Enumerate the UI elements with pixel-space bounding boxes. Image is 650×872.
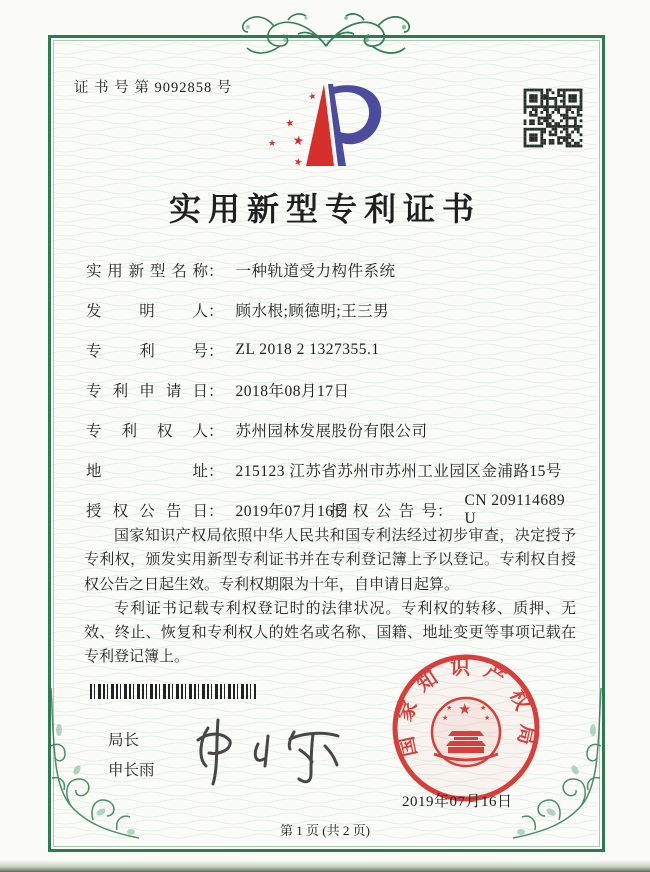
field-value: 2018年08月17日 xyxy=(235,383,350,400)
field-row-name xyxy=(86,250,578,290)
field-colon: ： xyxy=(208,463,224,480)
field-label: 实用新型名称 xyxy=(86,263,208,280)
field-row-inventors xyxy=(86,290,578,330)
page-number: 第 1 页 (共 2 页) xyxy=(280,823,370,838)
logo-star-icon: ★ xyxy=(284,117,296,130)
grant-number-value: CN 209114689 U xyxy=(464,492,566,527)
field-label: 专利申请日 xyxy=(86,383,208,400)
logo-star-icon: ★ xyxy=(292,156,304,170)
cnipa-patent-logo-icon xyxy=(266,80,398,170)
signature-handwriting xyxy=(178,708,353,796)
field-colon: ： xyxy=(208,423,224,440)
field-value: 顾水根;顾德明;王三男 xyxy=(235,303,390,320)
field-colon: ： xyxy=(437,503,453,520)
cnipa-official-seal xyxy=(388,650,544,806)
logo-star-icon: ★ xyxy=(291,133,306,150)
emblem-star-icon: ★ xyxy=(442,714,449,722)
field-colon: ： xyxy=(208,503,224,520)
qr-code xyxy=(518,83,588,153)
field-value: 215123 江苏省苏州市苏州工业园区金浦路15号 xyxy=(235,463,562,480)
certificate-title: 实用新型专利证书 xyxy=(168,191,481,227)
grant-date-value: 2019年07月16日 xyxy=(235,503,350,520)
barcode xyxy=(90,684,256,699)
field-colon: ： xyxy=(208,303,224,320)
issuer-title: 局长 xyxy=(108,732,140,749)
field-row-filing-date xyxy=(86,370,578,410)
legal-paragraph-1: 国家知识产权局依照中华人民共和国专利法经过初步审查，决定授予专利权，颁发实用新型专利证书并在专利登记簿上予以登记。专利权自授权公告之日起生效。专利权期限为十年，自申请日起算。 xyxy=(84,528,576,593)
field-label: 地址 xyxy=(86,463,208,480)
field-colon: ： xyxy=(208,343,224,360)
logo-star-icon: ★ xyxy=(307,91,318,103)
field-value: 苏州园林发展股份有限公司 xyxy=(235,423,428,440)
field-row-address xyxy=(86,450,578,490)
field-colon: ： xyxy=(208,383,224,400)
seal-date: 2019年07月16日 xyxy=(402,794,513,810)
emblem-star-icon: ★ xyxy=(484,714,491,722)
fields-block xyxy=(86,250,578,530)
field-row-patentee xyxy=(86,410,578,450)
national-emblem-icon xyxy=(432,698,500,766)
emblem-star-icon: ★ xyxy=(458,700,472,718)
field-label: 发明人 xyxy=(86,303,208,320)
field-value: ZL 2018 2 1327355.1 xyxy=(235,341,380,358)
certificate-number: 证 书 号 第 9092858 号 xyxy=(74,80,233,96)
logo-star-icon: ★ xyxy=(268,139,277,149)
issuer-name: 申长雨 xyxy=(108,762,155,779)
field-colon: ： xyxy=(208,263,224,280)
scan-bottom-edge xyxy=(0,860,650,872)
emblem-star-icon: ★ xyxy=(480,704,487,712)
field-value: 一种轨道受力构件系统 xyxy=(235,263,396,280)
field-label: 专利号 xyxy=(86,343,208,360)
field-label: 授权公告日 xyxy=(86,503,208,520)
issuer-block xyxy=(108,726,155,786)
seal-arc-text: 国家知识产权局 xyxy=(393,657,539,759)
legal-paragraph-2: 专利证书记载专利权登记时的法律状况。专利权的转移、质押、无效、终止、恢复和专利权人的姓名或名称、国籍、地址变更等事项记载在专利登记簿上。 xyxy=(84,600,576,666)
legal-text-block xyxy=(84,524,576,670)
field-label: 专利权人 xyxy=(86,423,208,440)
emblem-star-icon: ★ xyxy=(446,704,453,712)
field-label: 授权公告号 xyxy=(330,503,437,520)
field-row-patent-no xyxy=(86,330,578,370)
